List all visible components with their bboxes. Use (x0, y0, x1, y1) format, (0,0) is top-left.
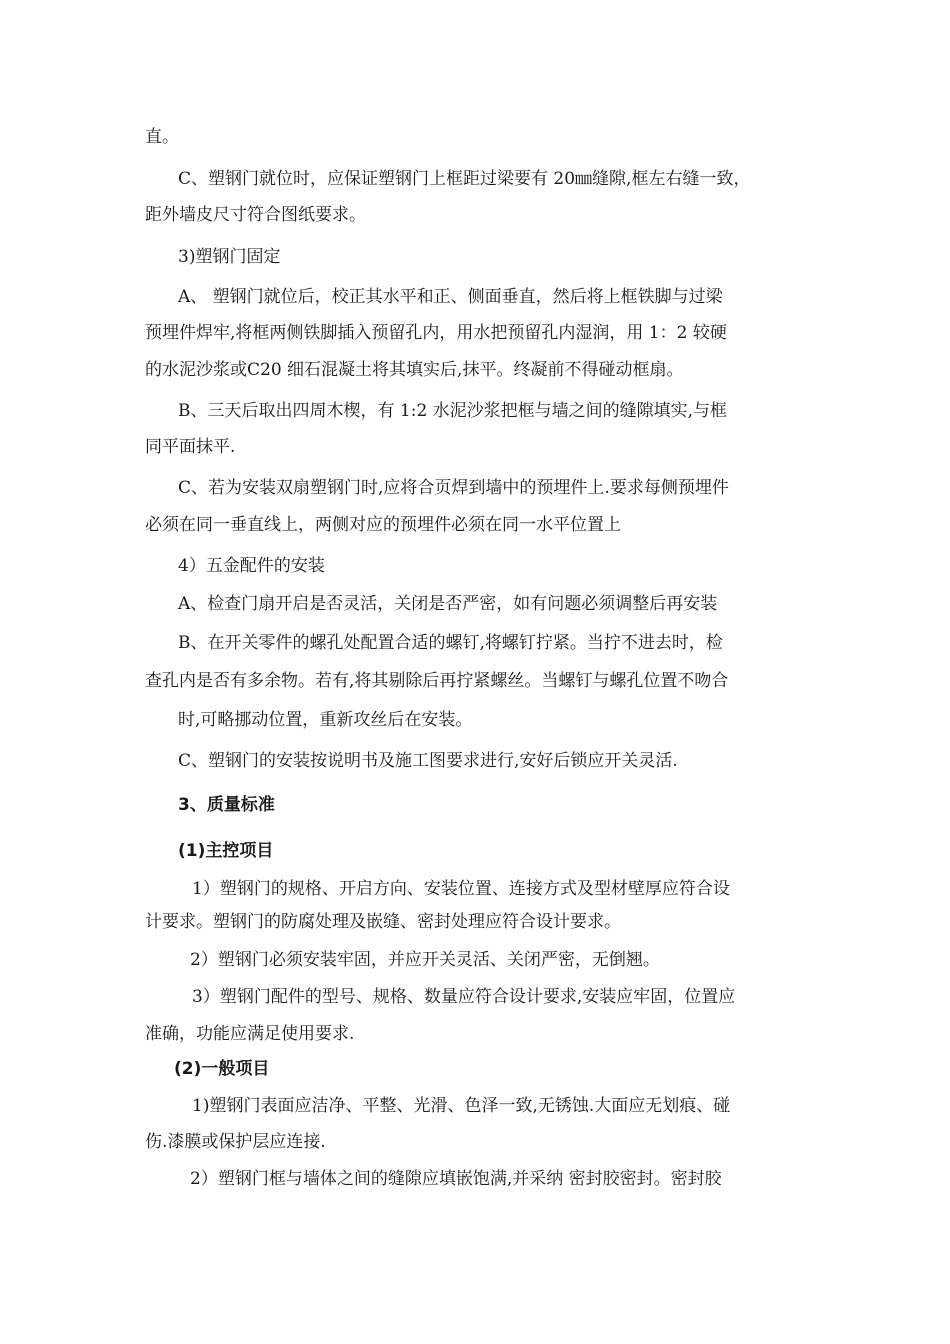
text-line: C、塑钢门就位时，应保证塑钢门上框距过梁要有 20㎜缝隙,框左右缝一致， (178, 169, 751, 189)
text-line: 距外墙皮尺寸符合图纸要求。 (145, 205, 366, 225)
text-line: 3）塑钢门配件的型号、规格、数量应符合设计要求,安装应牢固，位置应 (192, 987, 736, 1007)
text-line: 的水泥沙浆或C20 细石混凝土将其填实后,抹平。终凝前不得碰动框扇。 (145, 360, 684, 380)
text-line: 计要求。塑钢门的防腐处理及嵌缝、密封处理应符合设计要求。 (145, 912, 621, 932)
section-heading: 4）五金配件的安装 (178, 556, 325, 576)
text-line: 准确，功能应满足使用要求. (145, 1024, 355, 1044)
text-line: 1）塑钢门的规格、开启方向、安装位置、连接方式及型材壁厚应符合设 (192, 879, 730, 899)
text-line: 2）塑钢门必须安装牢固，并应开关灵活、关闭严密，无倒翘。 (190, 950, 660, 970)
text-line: B、在开关零件的螺孔处配置合适的螺钉,将螺钉拧紧。当拧不进去时，检 (178, 633, 723, 653)
text-line: 1)塑钢门表面应洁净、平整、光滑、色泽一致,无锈蚀.大面应无划痕、碰 (192, 1096, 731, 1116)
text-line: 必须在同一垂直线上，两侧对应的预埋件必须在同一水平位置上 (145, 515, 621, 535)
text-line: A、检查门扇开启是否灵活，关闭是否严密，如有问题必须调整后再安装 (178, 594, 718, 614)
section-heading: 3)塑钢门固定 (178, 247, 281, 267)
section-heading: 3、质量标准 (178, 795, 275, 815)
text-line: 伤.漆膜或保护层应连接. (145, 1132, 326, 1152)
subsection-heading: (2)一般项目 (174, 1059, 270, 1079)
text-line: B、三天后取出四周木楔，有 1:2 水泥沙浆把框与墙之间的缝隙填实,与框 (178, 401, 728, 421)
text-line: 同平面抹平. (145, 437, 236, 457)
text-line: A、 塑钢门就位后，校正其水平和正、侧面垂直，然后将上框铁脚与过梁 (178, 287, 723, 307)
text-line: C、塑钢门的安装按说明书及施工图要求进行,安好后锁应开关灵活. (178, 751, 678, 771)
text-line: 查孔内是否有多余物。若有,将其剔除后再拧紧螺丝。当螺钉与螺孔位置不吻合 (145, 671, 729, 691)
text-line: 时,可略挪动位置，重新攻丝后在安装。 (178, 710, 473, 730)
subsection-heading: (1)主控项目 (178, 841, 274, 861)
text-line: 预埋件焊牢,将框两侧铁脚插入预留孔内，用水把预留孔内湿润，用 1：2 较硬 (145, 323, 727, 343)
text-line: C、若为安装双扇塑钢门时,应将合页焊到墙中的预埋件上.要求每侧预埋件 (178, 478, 729, 498)
text-line: 2）塑钢门框与墙体之间的缝隙应填嵌饱满,并采纳 密封胶密封。密封胶 (190, 1169, 722, 1189)
text-line: 直。 (145, 127, 179, 147)
